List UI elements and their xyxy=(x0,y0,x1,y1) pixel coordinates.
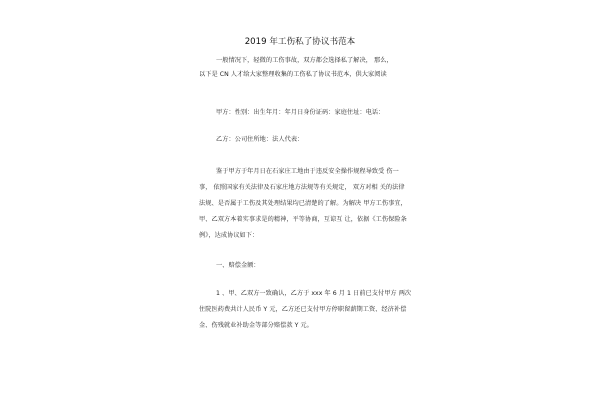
intro-line-2: 以下是 CN 人才给大家整理收集的工伤私了协议书范本，供大家阅读 xyxy=(199,71,387,78)
section-1-heading: 一、赔偿金额： xyxy=(216,262,260,269)
document-title: 2019 年工伤私了协议书范本 xyxy=(244,37,356,47)
background-line-3: 法规、是否属于工伤及其处理结果均已清楚的了解。为解决 甲方工伤事宜， xyxy=(199,200,407,207)
clause-1-line-1: 1 、甲、乙双方一致确认，乙方于 xxx 年 6 月 1 日前已支付甲方 两次 xyxy=(216,290,412,297)
background-line-5: 例》，达成协议如下： xyxy=(199,232,259,239)
party-b-line: 乙方：公司住所地：法人代表： xyxy=(216,136,304,143)
party-a-line: 甲方：性别：出生年月：年月日身份证码：家庭住址：电话： xyxy=(216,109,385,116)
background-line-4: 甲、乙双方本着实事求是的精神，平等协商，互谅互 让，依据《工伤保险条 xyxy=(199,216,407,223)
clause-1-line-2: 住院医药费共计人民币 Y 元，乙方还已支付甲方停职留薪期工资、经济补偿 xyxy=(199,306,407,313)
background-line-2: 事， 依照国家有关法律及石家庄地方法规等有关规定， 双方对相 关的法律 xyxy=(199,184,405,191)
clause-1-line-3: 金、伤残就业补助金等部分赔偿款 Y 元。 xyxy=(199,322,313,329)
intro-line-1: 一般情况下，轻微的工伤事故，双方都会选择私了解决， 那么， xyxy=(216,57,393,64)
background-line-1: 鉴于甲方于年月日在石家庄工地由于违反安全操作规程导致受 伤一 xyxy=(216,168,399,175)
